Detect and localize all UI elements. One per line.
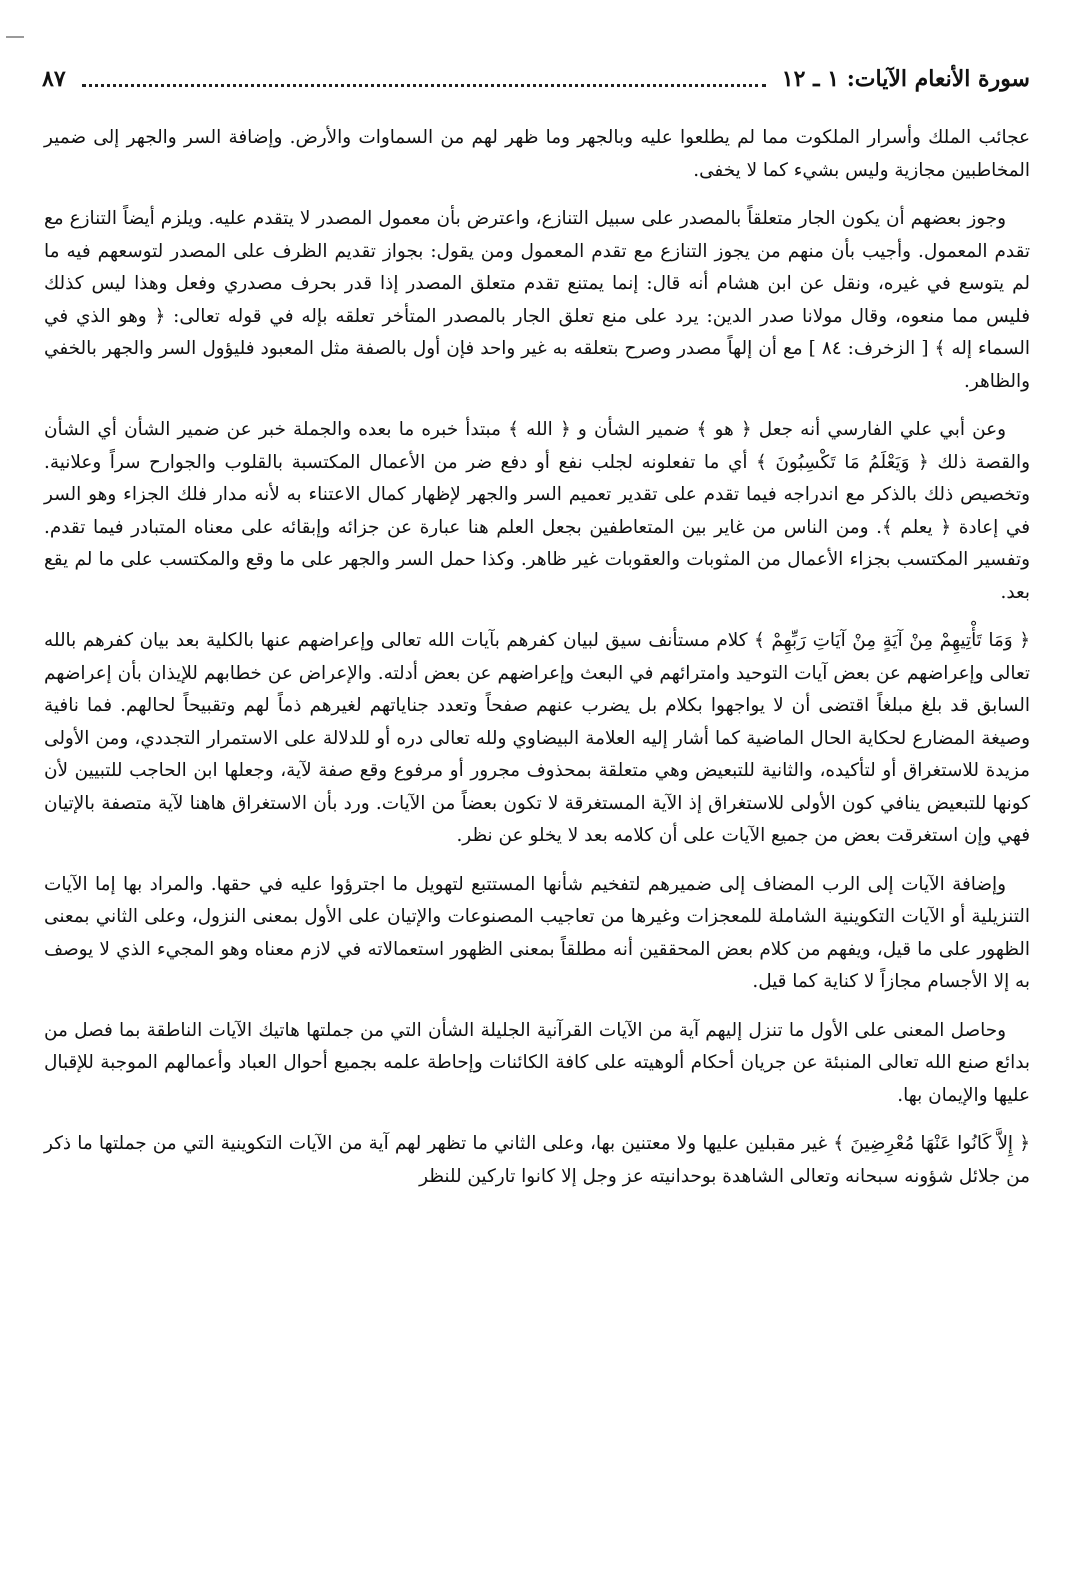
header-dotted-leader <box>82 84 766 87</box>
paragraph-3: وعن أبي علي الفارسي أنه جعل ﴿ هو ﴾ ضمير الشأن و ﴿ الله ﴾ مبتدأ خبره ما بعده والجملة خبر عن ضمير الشأن أي الشأن والقصة ذلك ﴿ وَيَعْلَمُ مَا تَكْسِبُونَ ﴾ أي ما تفعلونه لجلب نفع أو دفع ضر من الأعمال المكتسبة بالقلوب والجوارح سراً وعلانية. وتخصيص ذلك بالذكر مع اندراجه فيما تقدم على تقدير تعميم السر والجهر لإظهار كمال الاعتناء به لأنه مدار فلك الجزاء وهو السر في إعادة ﴿ يعلم ﴾. ومن الناس من غاير بين المتعاطفين بجعل العلم هنا عبارة عن جزائه وإبقائه على معناه المتبادر فيما تقدم. وتفسير المكتسب بجزاء الأعمال من المثوبات والعقوبات غير ظاهر. وكذا حمل السر والجهر على ما وقع والمكتسب على ما لم يقع بعد. <box>44 419 1031 603</box>
surah-title: سورة الأنعام الآيات: ١ ـ ١٢ <box>781 66 1030 92</box>
page-number: ٨٧ <box>42 66 66 92</box>
paragraph-6: وحاصل المعنى على الأول ما تنزل إليهم آية من الآيات القرآنية الجليلة الشأن التي من جملتها هاتيك الآيات الناطقة بما فصل من بدائع صنع الله تعالى المنبئة عن جريان أحكام ألوهيته على كافة الكائنات وإحاطة علمه بجميع أحوال العباد وأعمالهم الموجبة للإقبال عليها والإيمان بها. <box>44 1019 1030 1106</box>
running-header <box>34 62 1030 96</box>
corner-mark <box>6 36 24 38</box>
paragraph-1: عجائب الملك وأسرار الملكوت مما لم يطلعوا عليه وبالجهر وما ظهر لهم من السماوات والأرض. وإضافة السر والجهر إلى ضمير المخاطبين مجازية وليس بشيء كما لا يخفى. <box>44 127 1030 181</box>
paragraph-5: وإضافة الآيات إلى الرب المضاف إلى ضميرهم لتفخيم شأنها المستتبع لتهويل ما اجترؤوا عليه في حقها. والمراد بها إما الآيات التنزيلية أو الآيات التكوينية الشاملة للمعجزات وغيرها من تعاجيب المصنوعات والإتيان على الأول بمعنى النزول، وعلى الثاني بمعنى الظهور على ما قيل، ويفهم من كلام بعض المحققين أنه مطلقاً بمعنى الظهور استعمالاته في لازم معناه وهو المجيء الذي لا يوصف به إلا الأجسام مجازاً لا كناية كما قيل. <box>44 873 1030 992</box>
paragraph-2: وجوز بعضهم أن يكون الجار متعلقاً بالمصدر على سبيل التنازع، واعترض بأن معمول المصدر لا يتقدم عليه. ويلزم أيضاً التنازع مع تقدم المعمول. وأجيب بأن منهم من يجوز التنازع مع تقدم المعمول ومن يقول: بجواز تقديم الظرف على المصدر لتوسعهم فيه ما لم يتوسع في غيره، ونقل عن ابن هشام أنه قال: إنما يمتنع تقدم متعلق المصدر إذا قدر بحرف مصدري وفعل وهذا ليس كذلك فليس مما منعوه، وقال مولانا صدر الدين: يرد على منع تعلق الجار بالمصدر المتأخر تعلقه بإله في قوله تعالى: ﴿ وهو الذي في السماء إله ﴾ [ الزخرف: ٨٤ ] مع أن إلهاً مصدر وصرح بتعلقه به غير واحد فإن أول بالصفة مثل المعبود فليؤول السر والجهر بالخفي والظاهر. <box>44 208 1030 392</box>
paragraph-7: ﴿ إِلاَّ كَانُوا عَنْهَا مُعْرِضِينَ ﴾ غير مقبلين عليها ولا معتنين بها، وعلى الثاني ما تظهر لهم آية من الآيات التكوينية التي من جملتها ما ذكر من جلائل شؤونه سبحانه وتعالى الشاهدة بوحدانيته عز وجل إلا كانوا تاركين للنظر <box>44 1133 1030 1187</box>
paragraph-4: ﴿ وَمَا تَأْتِيهِمْ مِنْ آيَةٍ مِنْ آيَاتِ رَبِّهِمْ ﴾ كلام مستأنف سيق لبيان كفرهم بآيات الله تعالى وإعراضهم عنها بالكلية بعد بيان كفرهم بالله تعالى وإعراضهم عن بعض آيات التوحيد وامترائهم في البعث وإعراضهم عن بعض أدلته. والإعراض عن خطابهم للإيذان بأن إعراضهم السابق قد بلغ مبلغاً اقتضى أن لا يواجهوا بكلام بل يضرب عنهم صفحاً وتعدد جناياتهم لغيرهم ذماً لهم وتقبيحاً لحالهم. فما نافية وصيغة المضارع لحكاية الحال الماضية كما أشار إليه العلامة البيضاوي ولله تعالى دره أو للدلالة على الاستمرار التجددي، ومن الأولى مزيدة للاستغراق أو لتأكيده، والثانية للتبعيض وهي متعلقة بمحذوف مجرور أو مرفوع وقع صفة لآية، وجعلها ابن الحاجب للتبيين لأن كونها للتبعيض ينافي كون الأولى للاستغراق إذ الآية المستغرقة لا تكون بعضاً من الآيات. ورد بأن الاستغراق هاهنا لآية متصفة بالإتيان فهي وإن استغرقت بعض من جميع الآيات على أن كلامه بعد لا يخلو عن نظر. <box>44 630 1030 846</box>
body-text <box>44 122 1030 1544</box>
